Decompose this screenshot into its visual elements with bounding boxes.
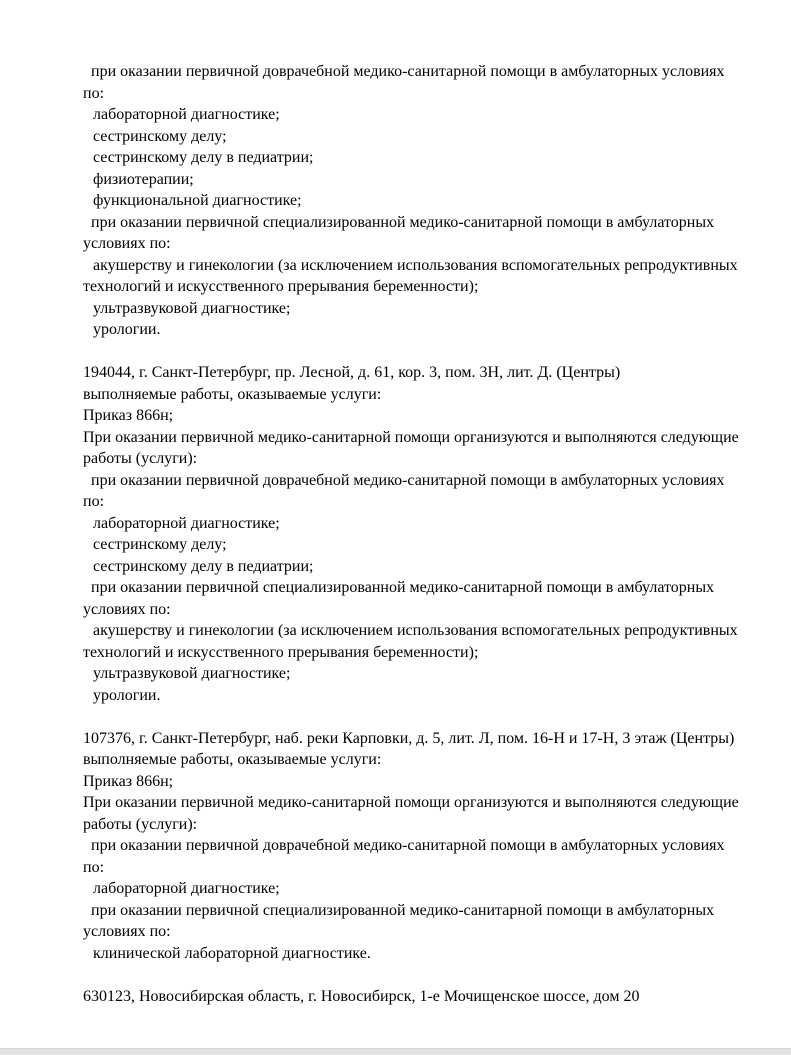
text-line: при оказании первичной доврачебной медико-санитарной помощи в амбулаторных условиях [91,63,725,80]
text-block [83,61,773,341]
text-line: 107376, г. Санкт-Петербург, наб. реки Карповки, д. 5, лит. Л, пом. 16-Н и 17-Н, 3 этаж (Центры) [83,729,735,747]
text-line: условиях по: [83,235,171,252]
text-line: 630123, Новосибирская область, г. Новосибирск, 1-е Мочищенское шоссе, дом 20 [83,987,640,1005]
document-text [83,61,773,1029]
text-line: по: [83,84,105,102]
text-block [83,362,773,706]
text-line: выполняемые работы, оказываемые услуги: [83,751,382,768]
horizontal-scrollbar-track[interactable] [0,1048,791,1055]
text-line: лабораторной диагностике; [93,514,280,532]
text-line: урологии. [93,686,161,704]
text-line: ультразвуковой диагностике; [93,299,291,317]
text-line: лабораторной диагностике; [93,106,280,123]
text-line: при оказании первичной специализированной медико-санитарной помощи в амбулаторных [91,901,715,919]
text-line: по: [83,858,105,876]
text-line: технологий и искусственного прерывания беременности); [83,643,479,661]
text-line: выполняемые работы, оказываемые услуги: [83,385,382,403]
text-line: физиотерапии; [93,170,194,188]
text-line: функциональной диагностике; [93,192,302,209]
text-line: Приказ 866н; [83,772,174,790]
text-line: акушерству и гинекологии (за исключением использования вспомогательных репродуктивных [93,256,738,274]
text-line: сестринскому делу; [93,536,227,553]
text-line: по: [83,493,105,510]
text-line: При оказании первичной медико-санитарной помощи организуются и выполняются следующие [83,428,739,446]
text-line: 194044, г. Санкт-Петербург, пр. Лесной, д. 61, кор. 3, пом. 3Н, лит. Д. (Центры) [83,364,621,381]
text-line: акушерству и гинекологии (за исключением использования вспомогательных репродуктивных [93,622,738,639]
text-line: условиях по: [83,923,171,940]
text-line: сестринскому делу в педиатрии; [93,557,314,575]
text-line: При оказании первичной медико-санитарной помощи организуются и выполняются следующие [83,794,739,811]
text-line: при оказании первичной доврачебной медико-санитарной помощи в амбулаторных условиях [91,471,725,489]
text-line: работы (услуги): [83,815,198,833]
text-line: лабораторной диагностике; [93,880,280,897]
text-line: при оказании первичной специализированной медико-санитарной помощи в амбулаторных [91,579,715,596]
text-line: условиях по: [83,600,171,618]
text-line: сестринскому делу в педиатрии; [93,149,314,166]
text-block [83,986,773,1008]
text-line: клинической лабораторной диагностике. [93,944,371,962]
text-line: при оказании первичной специализированной медико-санитарной помощи в амбулаторных [91,213,715,231]
text-block [83,728,773,965]
text-line: при оказании первичной доврачебной медико-санитарной помощи в амбулаторных условиях [91,837,725,854]
text-line: ультразвуковой диагностике; [93,665,291,682]
text-line: работы (услуги): [83,450,198,467]
text-line: Приказ 866н; [83,407,174,424]
text-line: урологии. [93,321,161,338]
text-line: технологий и искусственного прерывания беременности); [83,278,479,295]
text-line: сестринскому делу; [93,127,227,145]
